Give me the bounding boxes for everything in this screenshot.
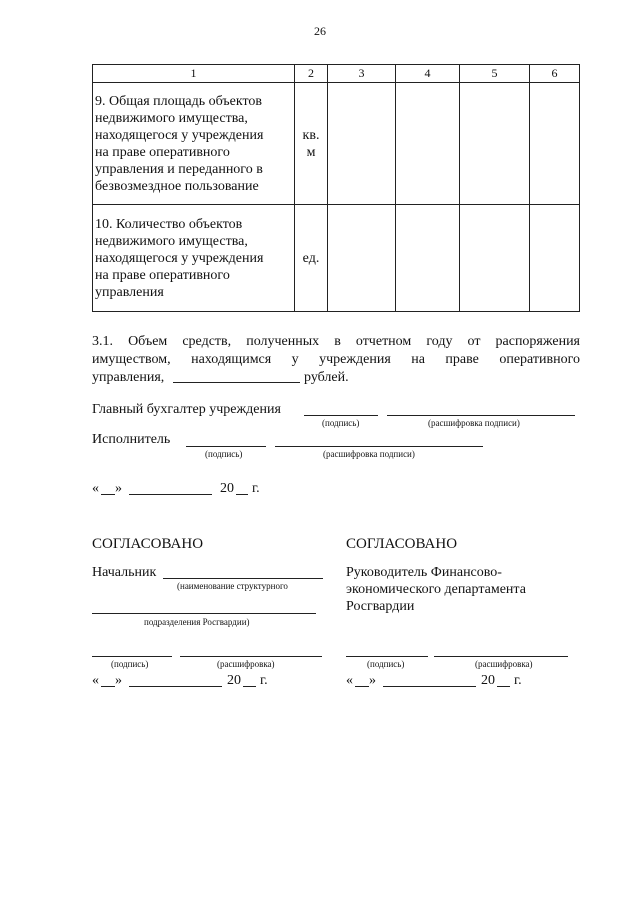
executor-label: Исполнитель: [92, 432, 171, 447]
empty-cell: [460, 83, 530, 205]
header-cell: 1: [93, 65, 295, 83]
chief-decoding-caption: (расшифровка подписи): [428, 418, 520, 428]
unit-line: кв.: [302, 127, 320, 143]
description-line: безвозмездное пользование: [95, 178, 259, 194]
header-cell: 6: [530, 65, 580, 83]
header-cell: 4: [396, 65, 460, 83]
header-cell: 5: [460, 65, 530, 83]
section-line-3-prefix: управления,: [92, 370, 165, 385]
left-signature-caption: (подпись): [111, 659, 149, 669]
right-approval-line-3: Росгвардии: [346, 599, 415, 614]
right-date-close: »: [369, 673, 376, 688]
executor-decoding-caption: (расшифровка подписи): [323, 449, 415, 459]
section-line-3-suffix: рублей.: [304, 370, 349, 385]
description-line: 9. Общая площадь объектов: [95, 93, 263, 109]
empty-cell: [396, 83, 460, 205]
row-description: [93, 83, 295, 205]
amount-blank: [173, 382, 300, 383]
left-date-year-blank: [243, 686, 256, 687]
date-month-blank: [129, 494, 212, 495]
left-unit-line: [163, 578, 323, 579]
date-year-suffix: г.: [252, 481, 260, 496]
unit-line: ед.: [302, 250, 320, 266]
chief-accountant-label: Главный бухгалтер учреждения: [92, 402, 281, 417]
left-date-close: »: [115, 673, 122, 688]
date-day-blank: [101, 494, 115, 495]
unit-line: м: [306, 144, 316, 160]
header-cell: 3: [328, 65, 396, 83]
empty-cell: [328, 205, 396, 312]
page-number: 26: [314, 24, 326, 38]
left-signature-line: [92, 656, 172, 657]
header-cell: 2: [295, 65, 328, 83]
section-line-2: имуществом, находящимся у учреждения на праве оперативного: [92, 352, 580, 367]
right-signature-line: [346, 656, 428, 657]
description-line: находящегося у учреждения: [95, 127, 264, 143]
row-description: [93, 205, 295, 312]
executor-decoding-line: [275, 446, 483, 447]
executor-signature-line: [186, 446, 266, 447]
description-line: 10. Количество объектов: [95, 216, 243, 232]
chief-signature-line: [304, 415, 378, 416]
right-approval-line-2: экономического департамента: [346, 582, 526, 597]
row-unit: [295, 205, 328, 312]
table-row: [93, 83, 580, 205]
row-unit: [295, 83, 328, 205]
right-approval-title: СОГЛАСОВАНО: [346, 536, 458, 552]
right-approval-line-1: Руководитель Финансово-: [346, 565, 502, 580]
empty-cell: [328, 83, 396, 205]
table-row: [93, 205, 580, 312]
left-decoding-caption: (расшифровка): [217, 659, 275, 669]
right-date-year-suffix: г.: [514, 673, 522, 688]
right-date-day-blank: [355, 686, 369, 687]
empty-cell: [530, 83, 580, 205]
description-line: находящегося у учреждения: [95, 250, 264, 266]
left-unit-line-2: [92, 613, 316, 614]
left-date-open: «: [92, 673, 99, 688]
right-signature-caption: (подпись): [367, 659, 405, 669]
left-approval-label: Начальник: [92, 565, 157, 580]
executor-signature-caption: (подпись): [205, 449, 243, 459]
left-date-year-suffix: г.: [260, 673, 268, 688]
description-line: на праве оперативного: [95, 267, 230, 283]
right-decoding-line: [434, 656, 568, 657]
date-year-blank: [236, 494, 248, 495]
left-unit-caption-2: подразделения Росгвардии): [144, 617, 250, 627]
right-decoding-caption: (расшифровка): [475, 659, 533, 669]
left-decoding-line: [180, 656, 322, 657]
report-table: [92, 64, 580, 312]
description-line: управления и переданного в: [95, 161, 263, 177]
left-unit-caption-1: (наименование структурного: [177, 581, 288, 591]
empty-cell: [460, 205, 530, 312]
right-date-year: 20: [481, 673, 495, 688]
description-line: недвижимого имущества,: [95, 233, 248, 249]
date-close-quote: »: [115, 481, 122, 496]
right-date-year-blank: [497, 686, 510, 687]
description-line: управления: [95, 284, 164, 300]
left-approval-title: СОГЛАСОВАНО: [92, 536, 204, 552]
right-date-open: «: [346, 673, 353, 688]
empty-cell: [396, 205, 460, 312]
right-date-month-blank: [383, 686, 476, 687]
left-date-year: 20: [227, 673, 241, 688]
table-header-row: [93, 65, 580, 83]
description-line: недвижимого имущества,: [95, 110, 248, 126]
description-line: на праве оперативного: [95, 144, 230, 160]
left-date-day-blank: [101, 686, 115, 687]
chief-decoding-line: [387, 415, 575, 416]
date-year: 20: [220, 481, 234, 496]
section-line-1: 3.1. Объем средств, полученных в отчетном году от распоряжения: [92, 334, 580, 349]
empty-cell: [530, 205, 580, 312]
left-date-month-blank: [129, 686, 222, 687]
chief-signature-caption: (подпись): [322, 418, 360, 428]
date-open-quote: «: [92, 481, 99, 496]
